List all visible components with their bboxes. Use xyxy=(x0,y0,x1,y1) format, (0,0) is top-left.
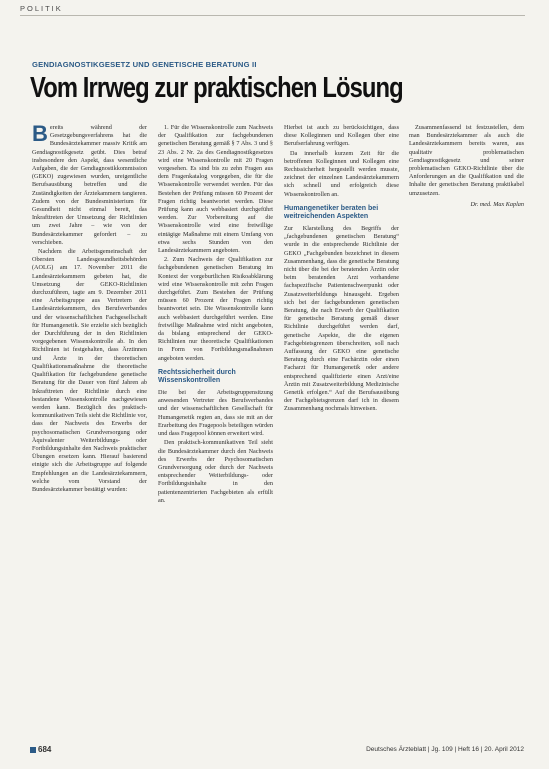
paragraph: Nachdem die Arbeitsgemeinschaft der Obersten Landesgesundheitsbehörden (AOLG) am 17. November 2011 die Landesärztekammern gebeten hat, die Umsetzung der GEKO-Richtlinien durchzuführen, tagte am 9. Dezember 2011 eine Arbeitsgruppe aus Vertretern der Landesärztekammern, des Berufsverbandes und der wissenschaftlichen Fachgesellschaft für Humangenetik. Sie erzielte sich bezüglich der Durchführung der in den Richtlinien vorgegebenen Wissenskontrolle ab. In den Richtlinien ist festgehalten, dass Ärztinnen und Ärzte in der theoretischen Qualifikationsmaßnahme die theoretische Qualifikation für fachgebundene genetische Beratung für die Dauer von fünf Jahren ab Inkrafttreten der Richtlinie durch eine bestandene Wissenskontrolle nachgewiesen werden kann. Bezüglich des praktisch-kommunikativen Teils sieht die Richtlinie vor, dass der Nachweis des Erwerbs der psychosomatischen Grundversorgung oder Äquivalenter Weiterbildungs- oder Fortbildungsinhalte den Nachweis praktischer Übungen ersetzen kann. Hierauf basierend einigte sich die Arbeitsgruppe auf folgende Empfehlungen an die Landesärztekammern, welche vom Vorstand der Bundesärztekammer bestätigt wurden: xyxy=(32,248,147,493)
square-marker-icon xyxy=(30,747,36,753)
page-number xyxy=(30,745,51,754)
paragraph: Den praktisch-kommunikativen Teil sieht die Bundesärztekammer durch den Nachweis des Erwerbs der Psychosomatischen Grundversorgung oder durch der Nachweis entsprechender Weiterbildungs- oder Fortbildungsinhalte in den patientenzentrierten Fachgebieten als erfüllt an. xyxy=(158,439,273,504)
paragraph-text: ereits während der Gesetzgebungsverfahrens hat die Bundesärztekammer massiv Kritik am Gendiagnostikgesetz geübt. Dies betraf insbesondere den Aspekt, dass wesentliche Aufgaben, die der Gendiagnostikkommission (GEKO) zugewiesen wurden, ureigentliche Berufsausübung betreffen und die Zuständigkeiten der Ärztekammern tangieren. Zudem von der Bundesministerium für Gesundheit nicht einmal bereit, das Inkrafttreten der Umsetzung der Richtlinien um zwei Jahre – wie von der Bundesärztekammer gefordert – zu verschieben. xyxy=(32,124,147,246)
section-label: POLITIK xyxy=(20,4,525,16)
paragraph: 2. Zum Nachweis der Qualifikation zur fachgebundenen genetischen Beratung im Kontext der vorgeburtlichen Risikoabklärung wird eine Wissenskontrolle mit zehn Fragen durchgeführt. Zum Bestehen der Prüfung müssen 60 Prozent der Fragen richtig beantwortet sein. Die Wissenskontrolle kann auch webbasiert durchgeführt werden. Eine freiwillige Maßnahme wird nicht angeboten, da bislang entsprechend der GEKO-Richtlinien nur theoretische Qualifikationen in Form von Fortbildungsmaßnahmen angeboten werden. xyxy=(158,256,273,362)
text-column-2 xyxy=(158,124,273,506)
page-number-text: 684 xyxy=(38,745,52,754)
article-kicker: GENDIAGNOSTIKGESETZ UND GENETISCHE BERATUNG II xyxy=(32,60,257,69)
text-column-4 xyxy=(409,124,524,209)
paragraph: Zusammenfassend ist festzustellen, dem man Bundesärztekammer als auch die Landesärztekammern bereits waren, aus qualitativ problematischen Gendiagnostikgesetz und seiner problematischen GEKO-Richtlinie über die Anforderungen an die Qualifikation und die Inhalte der genetischen Beratung praktikabel umzusetzen. xyxy=(409,124,524,197)
drop-cap: B xyxy=(32,121,48,146)
paragraph: Die bei der Arbeitsgruppensitzung anwesenden Vertreter des Berufsverbandes und der wissenschaftlichen Gesellschaft für Humangenetik regten an, dass sie mit an der Erarbeitung des Fragepools beteiligen würden und dass Fragepool können erweitert wird. xyxy=(158,389,273,438)
paragraph: Hierbei ist auch zu berücksichtigen, dass diese Kolleginnen und Kollegen über eine Berufserfahrung verfügen. xyxy=(284,124,399,148)
paragraph: Da innerhalb kurzem Zeit für die betroffenen Kolleginnen und Kollegen eine Rechtssicherheit hergestellt werden musste, zeichnet der einzelnen Landesärztekammern sich schnell und erfolgreich diese Wissenskontrollen an. xyxy=(284,149,399,198)
text-column-3 xyxy=(284,124,399,415)
subheading: Humangenetiker beraten bei weitreichenden Aspekten xyxy=(284,204,379,221)
paragraph: 1. Für die Wissenskontrolle zum Nachweis der Qualifikation zur fachgebundenen genetischen Beratung gemäß § 7 Abs. 3 und § 23 Abs. 2 Nr. 2a des Gendiagnostikgesetzes wird eine Wissenskontrolle mit 20 Fragen vorgesehen. Es sind bis zu zehn Fragen aus dem Fragenkatalog vorgegeben, die für die Wissenskontrolle verwendet werden. Für das Bestehen der Prüfung müssen 60 Prozent der Fragen richtig beantwortet werden. Diese Prüfung kann auch webbasiert durchgeführt werden. Zur Vorbereitung auf die Wissenskontrolle wird eine freiwillige eintägige Maßnahme mit einem Umfang von etwa sechs Stunden von den Landesärztekammern angeboten. xyxy=(158,124,273,255)
subheading: Rechtssicherheit durch Wissenskontrollen xyxy=(158,368,236,385)
page-footer xyxy=(30,745,524,759)
article-body xyxy=(32,121,524,734)
paragraph xyxy=(32,121,147,247)
text-column-1 xyxy=(32,121,147,495)
paragraph: Zur Klarstellung des Begriffs der „fachgebundenen genetischen Beratung“ wurde in die entsprechende Richtlinie der GEKO „Fachgebunden bezeichnet in diesem Zusammenhang, dass die genetische Beratung nicht über die bei der beratenden Ärztin oder beim beratenden Arzt vorhandene fachspezifische Patientenschwerpunkt oder Zusatzweiterbildungs hinausgeht. Ergeben sich bei der fachgebundenen genetischen Beratung, die nach Erwerb der Qualifikation für genetische Beratung gemäß dieser Richtlinie durchgeführt werden darf, genetische Aspekte, die die eigenen Fachgebietsgrenzen überschreiten, soll nach Auffassung der GEKO eine genetische Beratung durch eine Fachärztin oder einen Facharzt für Humangenetik oder andere entsprechend qualifizierte einen Arzt/eine Ärztin mit Zusatzweiterbildung Medizinische Genetik erfolgen.“ Auf die Berufsausübung der Fachgebietsgrenzen darf ich in diesem Zusammenhang nochmals hinweisen. xyxy=(284,225,399,413)
author-signature: Dr. med. Max Kaplan xyxy=(470,200,524,208)
journal-citation: Deutsches Ärzteblatt | Jg. 109 | Heft 16 | 20. April 2012 xyxy=(366,746,524,753)
article-headline: Vom Irrweg zur praktischen Lösung xyxy=(30,72,403,104)
